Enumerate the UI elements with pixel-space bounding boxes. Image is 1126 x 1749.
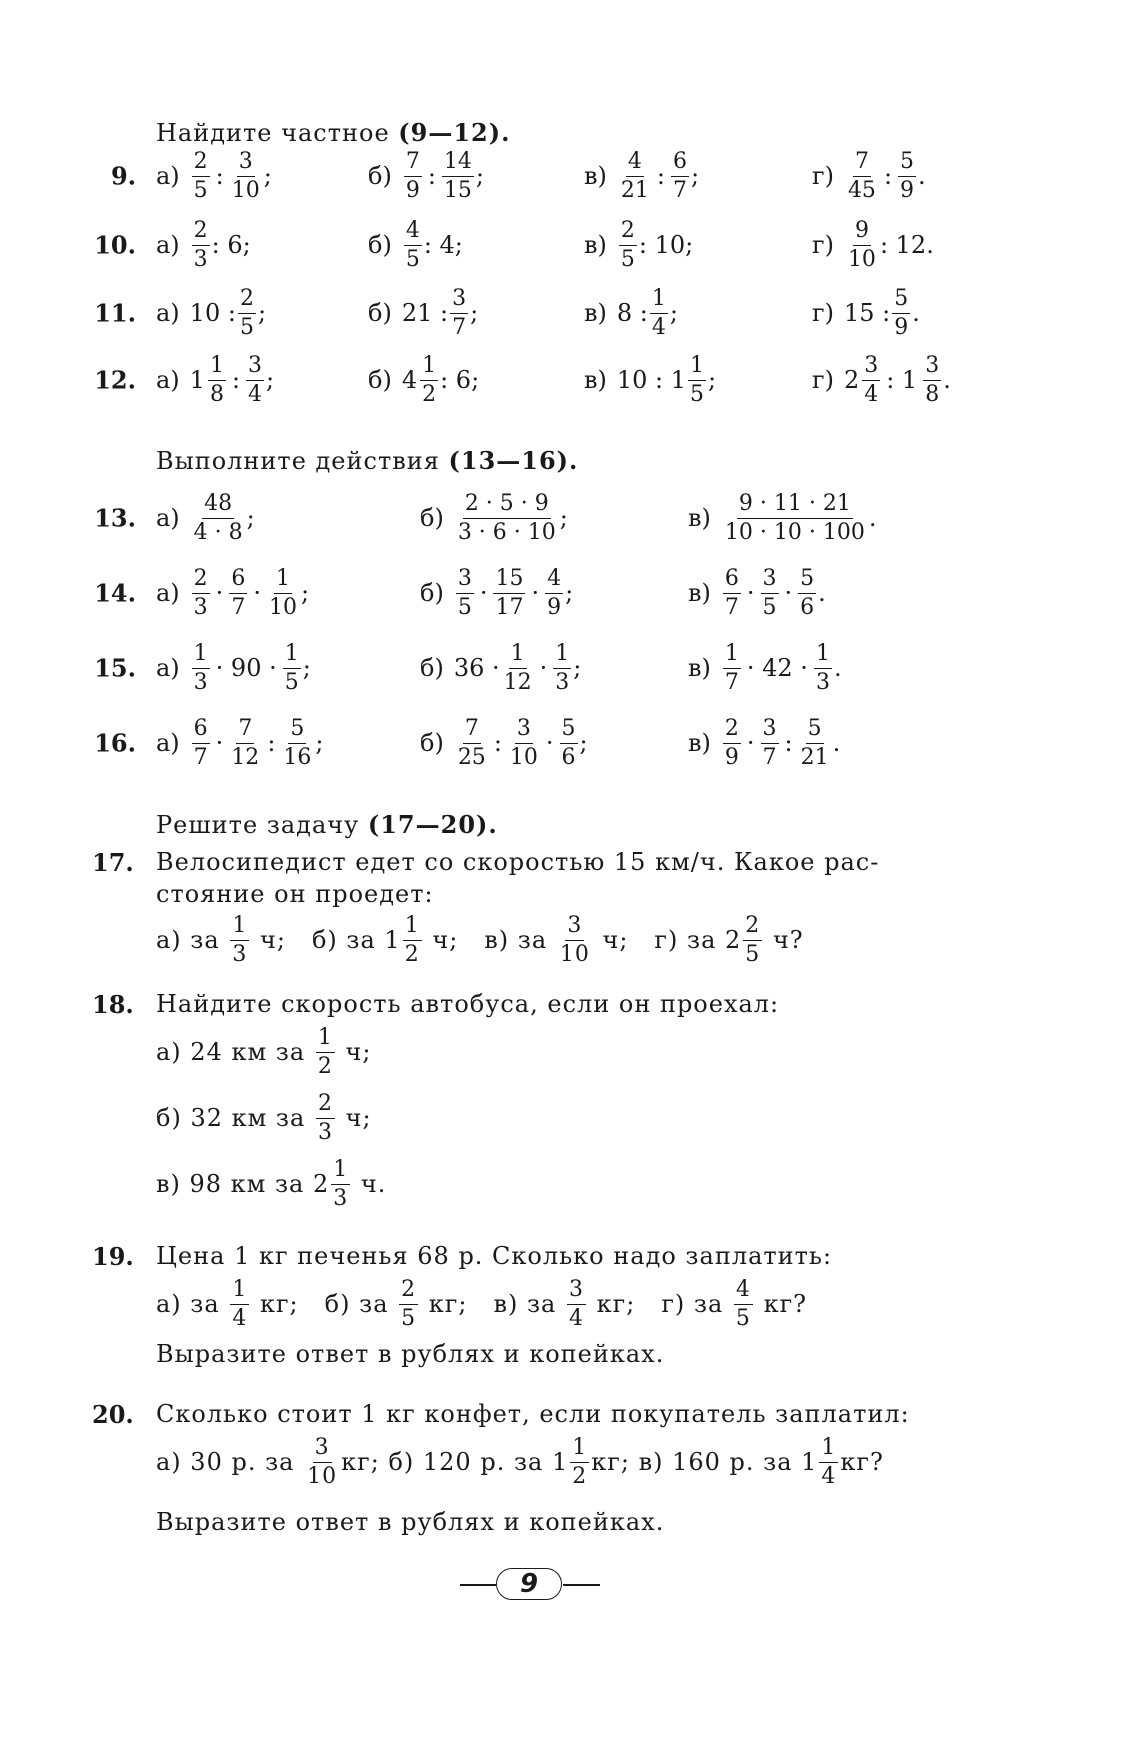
fraction: $\frac{7}{45}$ — [847, 148, 876, 203]
fraction: $\frac{1}{3}$ — [232, 912, 248, 967]
operator: : — [656, 162, 665, 190]
fraction: $\frac{5}{6}$ — [561, 715, 576, 770]
exercise-16b — [420, 713, 588, 773]
fraction: $\frac{4}{5}$ — [405, 217, 420, 272]
item-label: а) — [156, 366, 180, 394]
option-suffix: кг; — [591, 1448, 630, 1476]
option-prefix: а) 30 р. за — [156, 1448, 295, 1476]
expression-head: 15 : — [843, 299, 891, 327]
item-label: а) — [156, 579, 180, 607]
punctuation: ; — [669, 299, 678, 327]
exercise-12c — [584, 350, 716, 410]
operator: : — [427, 162, 436, 190]
fraction: $\frac{1}{2}$ — [572, 1434, 588, 1489]
exercise-13 — [0, 488, 1126, 548]
fraction: $\frac{1}{10}$ — [268, 565, 297, 620]
punctuation: ; — [263, 162, 272, 190]
fraction: $\frac{3}{7}$ — [452, 285, 467, 340]
exercise-number: 12. — [94, 365, 136, 395]
option-suffix: ч; — [432, 926, 459, 954]
item-label: в) — [584, 162, 607, 190]
whole-part: 2 — [843, 366, 860, 394]
fraction: $\frac{1}{3}$ — [193, 640, 208, 695]
fraction: $\frac{3}{4}$ — [248, 352, 263, 407]
option-suffix: ч? — [772, 926, 804, 954]
option-prefix: в) 98 км за 2 — [156, 1170, 330, 1198]
option-suffix: кг; — [341, 1448, 380, 1476]
exercise-12 — [0, 350, 1126, 410]
exercise-10a — [156, 215, 251, 275]
exercise-20-text-line-1: Сколько стоит 1 кг конфет, если покупатель заплатил: — [156, 1400, 910, 1428]
fraction: $\frac{3}{4}$ — [569, 1276, 584, 1331]
fraction: $\frac{3}{10}$ — [559, 912, 590, 967]
exercise-18-option-c — [156, 1156, 386, 1212]
item-label: б) — [368, 366, 392, 394]
exercise-10d — [812, 215, 934, 275]
section-heading-13-16 — [156, 446, 578, 475]
exercise-17-text-line-1: Велосипедист едет со скоростью 15 км/ч. Какое рас- — [156, 848, 880, 876]
option-suffix: кг; — [259, 1290, 299, 1318]
item-label: а) — [156, 299, 180, 327]
page-number: 9 — [496, 1568, 562, 1600]
option-suffix: ч; — [602, 926, 629, 954]
page-number-footer — [460, 1568, 600, 1602]
fraction: $\frac{6}{7}$ — [193, 715, 208, 770]
punctuation: ; — [302, 654, 311, 682]
option-prefix: в) 160 р. за 1 — [638, 1448, 818, 1476]
exercise-number: 16. — [94, 728, 136, 758]
operator: · — [215, 729, 224, 757]
operator: · — [531, 579, 540, 607]
heading-text: Выполните действия — [156, 447, 449, 475]
operator: · — [253, 579, 261, 607]
exercise-number: 11. — [94, 298, 136, 328]
punctuation: ; — [708, 366, 717, 394]
fraction: $\frac{3}{10}$ — [509, 715, 538, 770]
punctuation: ; — [257, 299, 267, 327]
exercise-10b — [368, 215, 463, 275]
operator: · — [215, 579, 224, 607]
operator: : — [267, 729, 276, 757]
exercise-18-option-a — [156, 1024, 371, 1080]
exercise-number: 20. — [92, 1400, 134, 1429]
item-label: б) — [368, 299, 392, 327]
exercise-9a — [156, 146, 272, 206]
operator: · — [746, 729, 755, 757]
exercise-13c — [688, 488, 876, 548]
exercise-12b — [368, 350, 479, 410]
fraction: $\frac{1}{3}$ — [333, 1156, 349, 1211]
fraction: $\frac{1}{3}$ — [815, 640, 830, 695]
fraction: $\frac{2}{5}$ — [745, 912, 761, 967]
exercise-15 — [0, 638, 1126, 698]
operator: · — [539, 654, 548, 682]
expression-tail: : 6; — [440, 366, 480, 394]
option-suffix: ч; — [345, 1038, 372, 1066]
punctuation: . — [918, 162, 926, 190]
heading-range: (17—20). — [367, 810, 498, 839]
fraction: $\frac{2}{3}$ — [193, 217, 208, 272]
exercise-9d — [812, 146, 926, 206]
item-label: в) — [584, 299, 607, 327]
fraction: $\frac{2}{5}$ — [401, 1276, 417, 1331]
exercise-12d — [812, 350, 951, 410]
heading-text: Найдите частное — [156, 119, 399, 147]
item-label: г) — [812, 162, 834, 190]
operator: : — [493, 729, 502, 757]
fraction: $\frac{4}{5}$ — [735, 1276, 751, 1331]
fraction: $\frac{6}{7}$ — [724, 565, 739, 620]
item-label: г) — [812, 231, 834, 259]
fraction: $\frac{2}{3}$ — [317, 1090, 333, 1145]
exercise-17-options — [156, 912, 804, 968]
expression-tail: : 4; — [423, 231, 463, 259]
exercise-20-text-line-3: Выразите ответ в рублях и копейках. — [156, 1508, 665, 1536]
option-prefix: б) за 1 — [311, 926, 401, 954]
whole-part: 4 — [401, 366, 418, 394]
exercise-number: 13. — [94, 503, 136, 533]
fraction: $\frac{3}{4}$ — [864, 352, 879, 407]
fraction: $\frac{3}{5}$ — [762, 565, 777, 620]
footer-rule-right — [563, 1584, 600, 1586]
option-prefix: б) за — [324, 1290, 389, 1318]
fraction: $\frac{3}{10}$ — [231, 148, 260, 203]
exercise-15b — [420, 638, 581, 698]
item-label: б) — [420, 729, 444, 757]
heading-range: (9—12). — [398, 118, 511, 147]
fraction: $\frac{4}{21}$ — [620, 148, 649, 203]
fraction: $\frac{1}{5}$ — [690, 352, 705, 407]
exercise-9b — [368, 146, 484, 206]
fraction: $\frac{3}{5}$ — [457, 565, 472, 620]
fraction: $\frac{9 \cdot 11 \cdot 21}{10 \cdot 10 \cdot 100}$ — [724, 490, 865, 545]
fraction: $\frac{1}{2}$ — [422, 352, 437, 407]
fraction: $\frac{2}{3}$ — [193, 565, 208, 620]
fraction: $\frac{5}{16}$ — [283, 715, 312, 770]
exercise-number: 17. — [92, 848, 134, 877]
fraction: $\frac{6}{7}$ — [231, 565, 246, 620]
item-label: б) — [420, 654, 444, 682]
exercise-11b — [368, 283, 478, 343]
exercise-15c — [688, 638, 842, 698]
option-prefix: б) 120 р. за 1 — [388, 1448, 569, 1476]
item-label: г) — [812, 366, 834, 394]
option-prefix: в) за — [493, 1290, 557, 1318]
exercise-number: 15. — [94, 653, 136, 683]
exercise-13b — [420, 488, 568, 548]
item-label: г) — [812, 299, 834, 327]
fraction: $\frac{48}{4 \cdot 8}$ — [193, 490, 243, 545]
expression-head: 36 · — [453, 654, 500, 682]
option-prefix: в) за — [484, 926, 548, 954]
expression-head: 21 : — [401, 299, 449, 327]
operator: · — [746, 579, 755, 607]
punctuation: ; — [573, 654, 582, 682]
exercise-9c — [584, 146, 699, 206]
punctuation: ; — [475, 162, 484, 190]
option-prefix: а) 24 км за — [156, 1038, 306, 1066]
fraction: $\frac{1}{7}$ — [724, 640, 739, 695]
item-label: а) — [156, 504, 180, 532]
punctuation: . — [818, 579, 826, 607]
footer-rule-left — [460, 1584, 496, 1586]
fraction: $\frac{1}{2}$ — [404, 912, 420, 967]
item-label: б) — [368, 231, 392, 259]
punctuation: . — [833, 654, 842, 682]
exercise-18-text-line-1: Найдите скорость автобуса, если он проехал: — [156, 990, 780, 1018]
exercise-19-text-line-1: Цена 1 кг печенья 68 р. Сколько надо заплатить: — [156, 1242, 833, 1270]
fraction: $\frac{15}{17}$ — [495, 565, 524, 620]
operator: : — [883, 162, 893, 190]
operator: · 42 · — [746, 654, 808, 682]
exercise-number: 18. — [92, 990, 134, 1019]
punctuation: ; — [690, 162, 700, 190]
exercise-13a — [156, 488, 255, 548]
option-suffix: ч; — [259, 926, 286, 954]
option-suffix: кг; — [596, 1290, 636, 1318]
fraction: $\frac{2}{9}$ — [724, 715, 739, 770]
exercise-19-options — [156, 1276, 807, 1332]
operator: · — [784, 579, 793, 607]
fraction: $\frac{3}{8}$ — [925, 352, 940, 407]
exercise-11d — [812, 283, 920, 343]
punctuation: ; — [559, 504, 568, 532]
punctuation: ; — [565, 579, 574, 607]
option-prefix: г) за — [661, 1290, 724, 1318]
option-prefix: б) 32 км за — [156, 1104, 306, 1132]
exercise-number: 10. — [94, 230, 136, 260]
operator: · 90 · — [215, 654, 277, 682]
exercise-18-option-b — [156, 1090, 372, 1146]
expression-tail: : 6; — [211, 231, 251, 259]
fraction: $\frac{7}{12}$ — [231, 715, 260, 770]
heading-text: Решите задачу — [156, 811, 368, 839]
item-label: б) — [420, 579, 444, 607]
item-label: в) — [688, 654, 711, 682]
option-suffix: ч; — [345, 1104, 372, 1132]
fraction: $\frac{2}{5}$ — [193, 148, 208, 203]
fraction: $\frac{1}{12}$ — [503, 640, 532, 695]
item-label: в) — [584, 231, 607, 259]
punctuation: . — [912, 299, 920, 327]
punctuation: . — [943, 366, 951, 394]
heading-range: (13—16). — [448, 446, 579, 475]
fraction: $\frac{5}{21}$ — [800, 715, 829, 770]
exercise-11c — [584, 283, 678, 343]
item-label: в) — [688, 729, 711, 757]
exercise-number: 9. — [110, 161, 136, 191]
punctuation: ; — [579, 729, 588, 757]
exercise-14c — [688, 563, 826, 623]
option-prefix: а) за — [156, 926, 220, 954]
exercise-12a — [156, 350, 274, 410]
fraction: $\frac{14}{15}$ — [443, 148, 472, 203]
fraction: $\frac{1}{4}$ — [651, 285, 666, 340]
exercise-14a — [156, 563, 309, 623]
fraction: $\frac{2}{5}$ — [620, 217, 635, 272]
fraction: $\frac{1}{5}$ — [284, 640, 299, 695]
option-prefix: г) за 2 — [654, 926, 742, 954]
fraction: $\frac{1}{2}$ — [317, 1024, 333, 1079]
operator: · — [479, 579, 488, 607]
exercise-14 — [0, 563, 1126, 623]
fraction: $\frac{1}{4}$ — [821, 1434, 837, 1489]
fraction: $\frac{3}{10}$ — [307, 1434, 338, 1489]
item-label: б) — [420, 504, 444, 532]
exercise-14b — [420, 563, 573, 623]
exercise-11a — [156, 283, 266, 343]
section-heading-17-20 — [156, 810, 498, 839]
fraction: $\frac{4}{9}$ — [547, 565, 562, 620]
fraction: $\frac{1}{8}$ — [209, 352, 224, 407]
operator: : — [231, 366, 241, 394]
fraction: $\frac{3}{7}$ — [762, 715, 777, 770]
fraction: $\frac{2}{5}$ — [239, 285, 254, 340]
exercise-16c — [688, 713, 840, 773]
fraction: $\frac{5}{9}$ — [900, 148, 915, 203]
option-suffix: кг; — [428, 1290, 468, 1318]
fraction: $\frac{9}{10}$ — [847, 217, 876, 272]
option-prefix: а) за — [156, 1290, 220, 1318]
fraction: $\frac{7}{9}$ — [405, 148, 420, 203]
punctuation: ; — [266, 366, 275, 394]
operator: · — [545, 729, 554, 757]
option-suffix: кг? — [763, 1290, 808, 1318]
item-label: а) — [156, 162, 180, 190]
item-label: а) — [156, 654, 180, 682]
fraction: $\frac{5}{9}$ — [894, 285, 909, 340]
exercise-10c — [584, 215, 693, 275]
fraction: $\frac{1}{3}$ — [555, 640, 570, 695]
fraction: $\frac{6}{7}$ — [672, 148, 687, 203]
exercise-number: 19. — [92, 1242, 134, 1271]
fraction: $\frac{1}{4}$ — [232, 1276, 248, 1331]
item-label: а) — [156, 729, 180, 757]
whole-part: 1 — [189, 366, 205, 394]
operator: : — [784, 729, 793, 757]
punctuation: ; — [246, 504, 255, 532]
item-label: б) — [368, 162, 392, 190]
punctuation: ; — [300, 579, 310, 607]
item-label: в) — [688, 504, 711, 532]
expression-tail: : 10; — [638, 231, 694, 259]
punctuation: ; — [470, 299, 479, 327]
option-suffix: кг? — [840, 1448, 884, 1476]
operator: : 1 — [886, 366, 918, 394]
exercise-17-text-line-2: стояние он проедет: — [156, 880, 434, 908]
exercise-19-text-line-3: Выразите ответ в рублях и копейках. — [156, 1340, 665, 1368]
expression-head: 8 : — [616, 299, 648, 327]
punctuation: . — [832, 729, 841, 757]
fraction: $\frac{7}{25}$ — [457, 715, 486, 770]
fraction: $\frac{2 \cdot 5 \cdot 9}{3 \cdot 6 \cdot 10}$ — [457, 490, 556, 545]
item-label: в) — [688, 579, 711, 607]
section-heading-9-12 — [156, 118, 510, 147]
punctuation: ; — [315, 729, 324, 757]
item-label: а) — [156, 231, 180, 259]
expression-head: 10 : — [189, 299, 236, 327]
exercise-16 — [0, 713, 1126, 773]
operator: : — [215, 162, 224, 190]
punctuation: . — [868, 504, 877, 532]
exercise-11 — [0, 283, 1126, 343]
expression-head: 10 : 1 — [616, 366, 687, 394]
item-label: в) — [584, 366, 607, 394]
expression-tail: : 12. — [879, 231, 934, 259]
exercise-16a — [156, 713, 324, 773]
exercise-10 — [0, 215, 1126, 275]
fraction: $\frac{5}{6}$ — [800, 565, 815, 620]
option-suffix: ч. — [360, 1170, 387, 1198]
exercise-20-options — [156, 1434, 884, 1490]
exercise-15a — [156, 638, 311, 698]
exercise-9 — [0, 146, 1126, 206]
exercise-number: 14. — [94, 578, 136, 608]
